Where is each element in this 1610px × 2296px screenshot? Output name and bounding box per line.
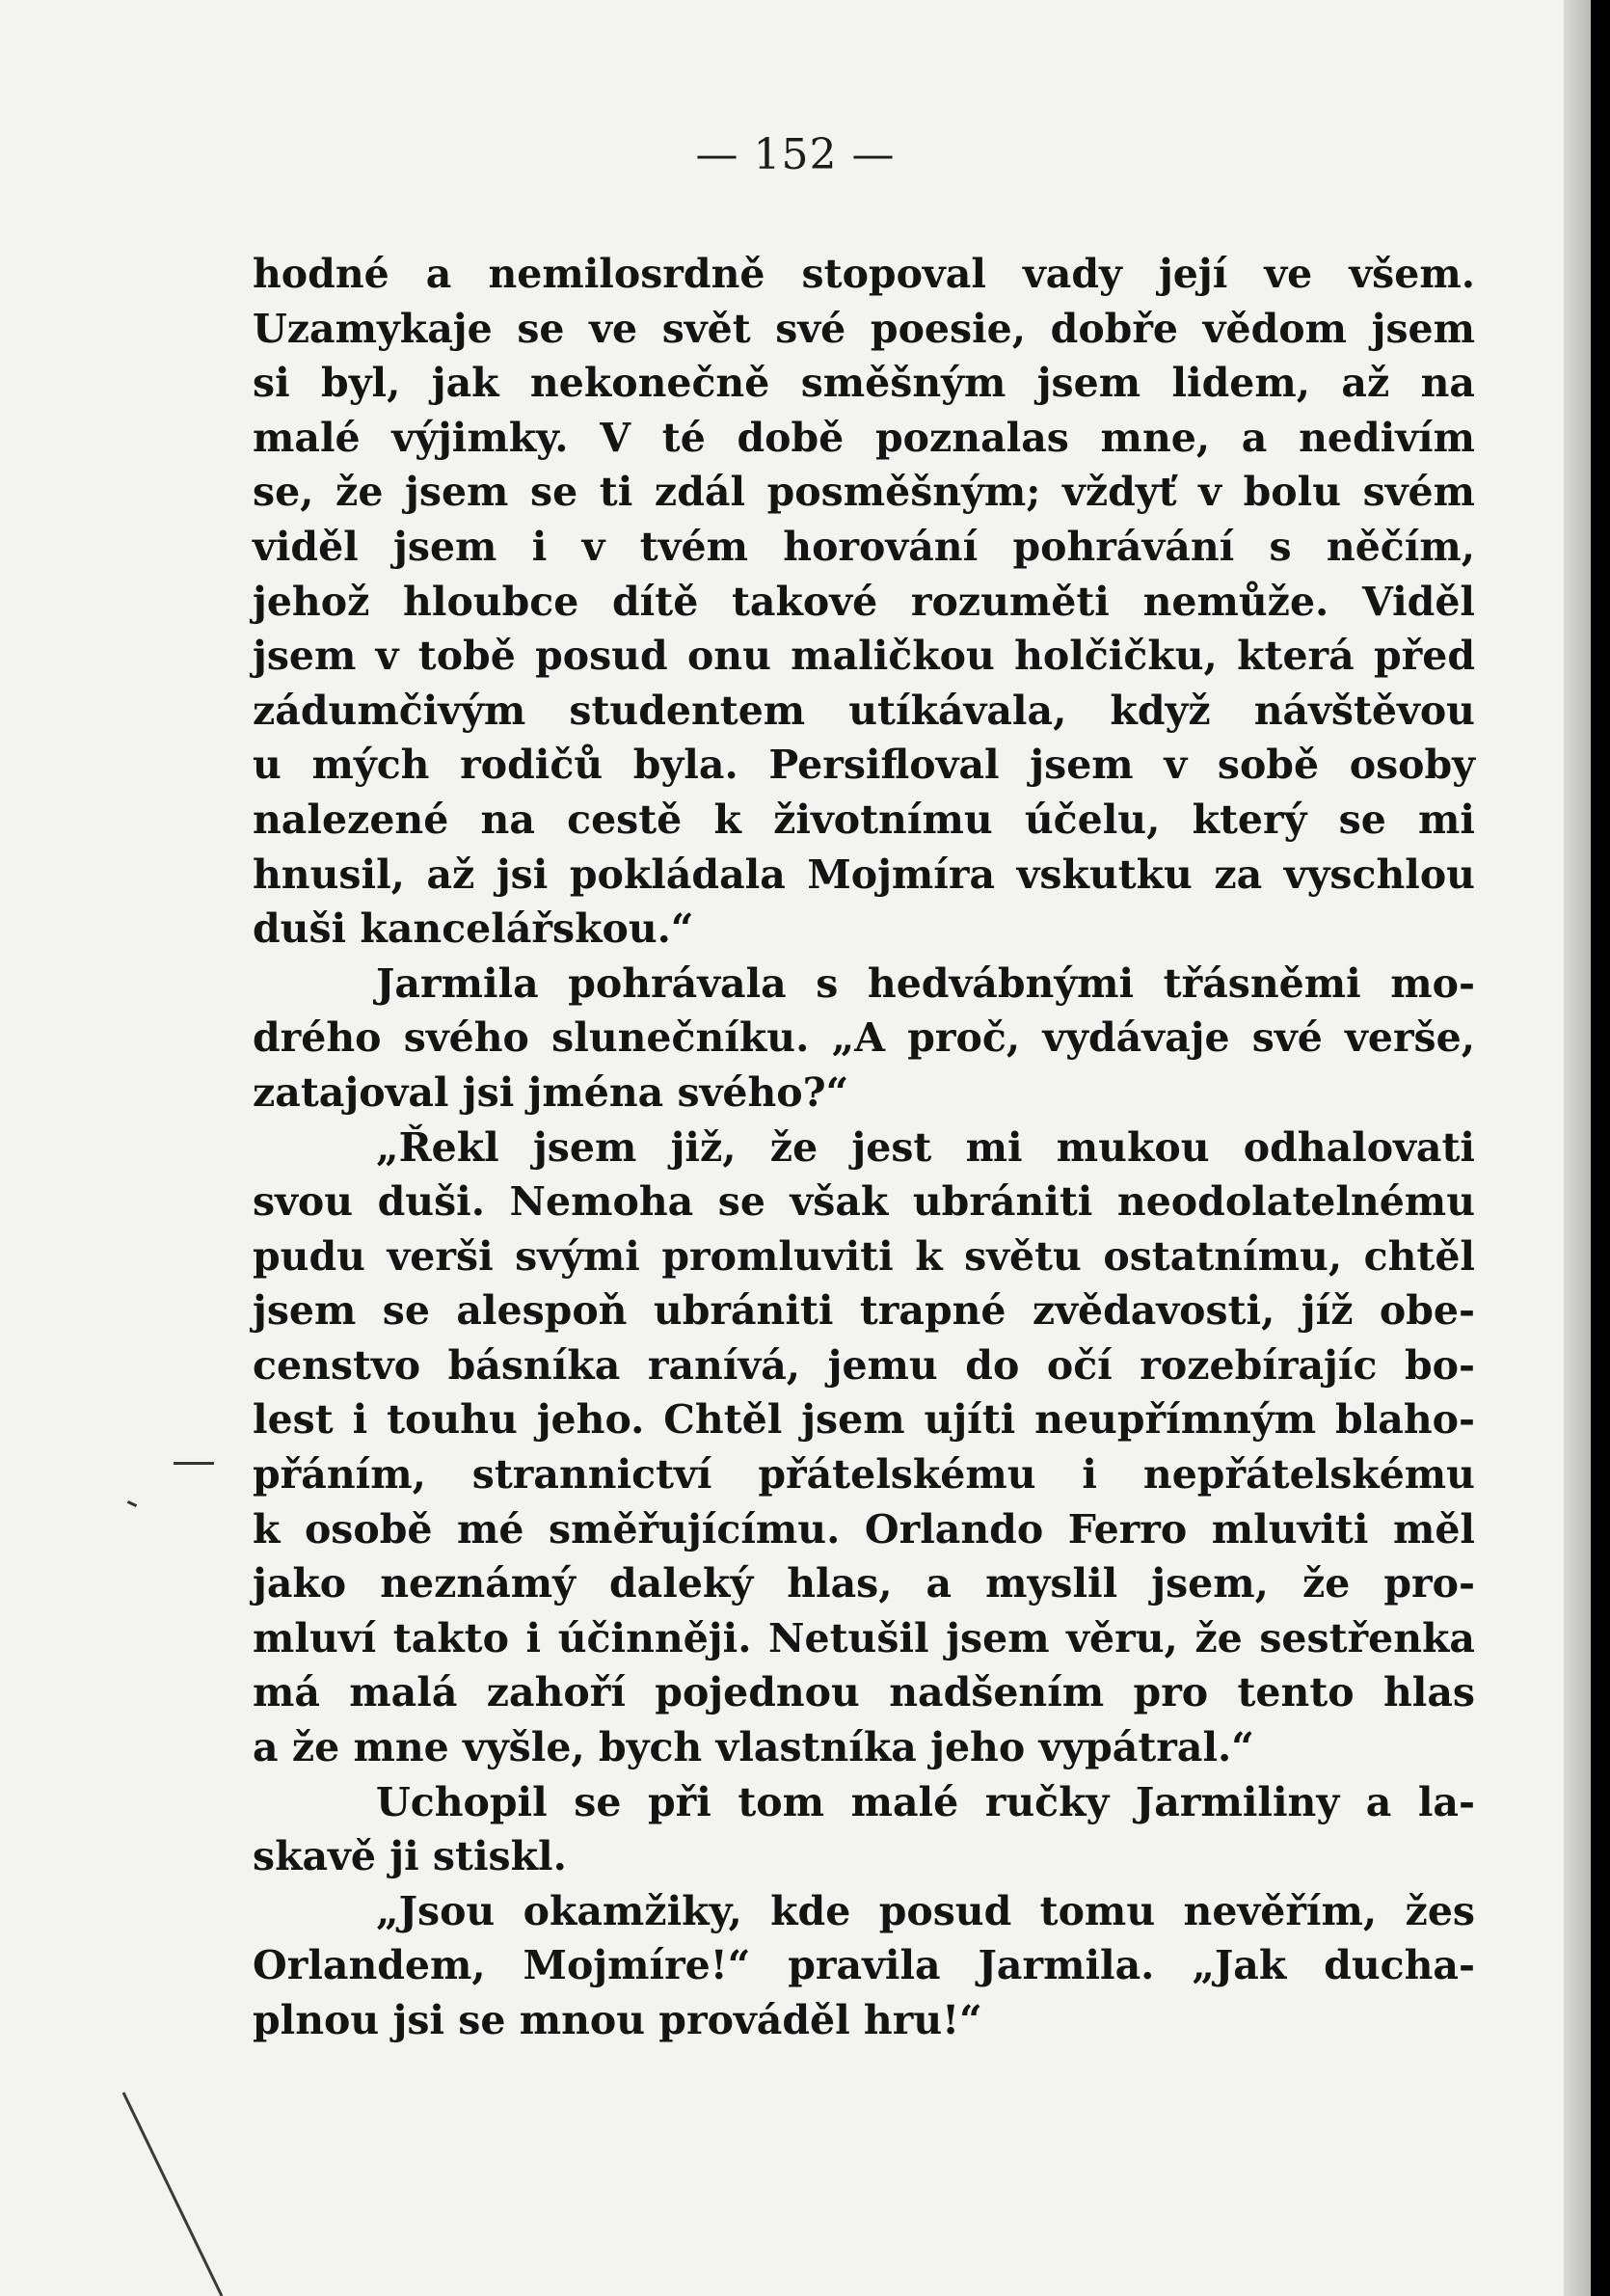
page-number: — 152 — [695, 130, 896, 179]
text-line: Uchopil se při tom malé ručky Jarmiliny a la- [376, 1778, 1475, 1825]
text-line: jsem v tobě posud onu maličkou holčičku, která před [253, 633, 1475, 680]
text-line: jako neznámý daleký hlas, a myslil jsem, že pro- [253, 1560, 1475, 1607]
text-line: má malá zahoří pojednou nadšením pro tento hlas [253, 1669, 1475, 1716]
text-line: zádumčivým studentem utíkávala, když návštěvou [253, 687, 1475, 734]
text-line: jsem se alespoň ubrániti trapné zvědavosti, jíž obe- [253, 1287, 1475, 1335]
text-line: jehož hloubce dítě takové rozuměti nemůže. Viděl [253, 578, 1475, 625]
text-line: drého svého slunečníku. „A proč, vydávaje své verše, [253, 1014, 1475, 1062]
text-line: Jarmila pohrávala s hedvábnými třásněmi mo- [376, 959, 1475, 1007]
text-line: Orlandem, Mojmíre!“ pravila Jarmila. „Jak ducha- [253, 1942, 1475, 1989]
text-line: „Řekl jsem již, že jest mi mukou odhalovati [376, 1123, 1475, 1171]
text-line: censtvo básníka ranívá, jemu do očí rozebírajíc bo- [253, 1341, 1475, 1389]
text-line: si byl, jak nekonečně směšným jsem lidem, až na [253, 360, 1475, 407]
text-line: hnusil, až jsi pokládala Mojmíra vskutku za vyschlou [253, 851, 1475, 898]
text-line: plnou jsi se mnou prováděl hru!“ [253, 1997, 982, 2043]
text-line: pudu verši svými promluviti k světu ostatnímu, chtěl [253, 1232, 1475, 1280]
text-line: hodné a nemilosrdně stopoval vady její ve všem. [253, 251, 1475, 297]
text-line: u mých rodičů byla. Persifloval jsem v sobě osoby [253, 742, 1475, 789]
text-line: lest i touhu jeho. Chtěl jsem ujíti neupřímným blaho- [253, 1396, 1475, 1444]
text-line: se, že jsem se ti zdál posměšným; vždyť v bolu svém [253, 469, 1475, 516]
text-line: a že mne vyšle, bych vlastníka jeho vypátral.“ [253, 1724, 1254, 1771]
text-line: přáním, strannictví přátelskému i nepřátelskému [253, 1451, 1475, 1499]
text-line: k osobě mé směřujícímu. Orlando Ferro mluviti měl [253, 1505, 1475, 1553]
text-line: zatajoval jsi jména svého?“ [253, 1068, 849, 1116]
text-line: Uzamykaje se ve svět své poesie, dobře vědom jsem [253, 305, 1475, 352]
text-line: mluví takto i účinněji. Netušil jsem věru, že sestřenka [253, 1614, 1475, 1661]
text-line: nalezené na cestě k životnímu účelu, který se mi [253, 796, 1475, 843]
text-line: skavě ji stiskl. [253, 1833, 567, 1880]
text-line: malé výjimky. V té době poznalas mne, a nedivím [253, 414, 1475, 461]
text-line: „Jsou okamžiky, kde posud tomu nevěřím, žes [376, 1887, 1475, 1934]
text-line: svou duši. Nemoha se však ubrániti neodolatelnému [253, 1178, 1475, 1226]
text-line: duši kancelářskou.“ [253, 905, 694, 953]
text-line: viděl jsem i v tvém horování pohrávání s něčím, [253, 523, 1475, 570]
